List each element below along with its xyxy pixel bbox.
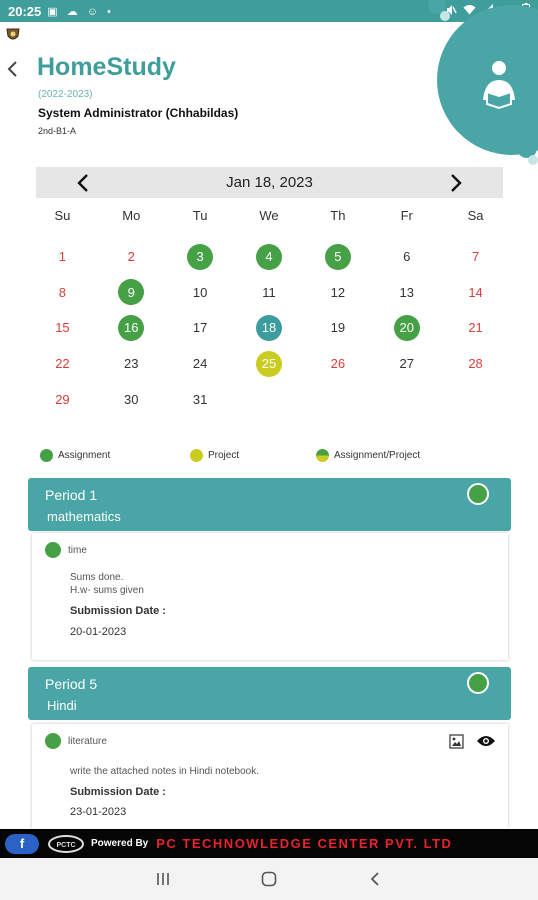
period-card-body bbox=[32, 533, 508, 660]
day-number: 19 bbox=[330, 320, 346, 336]
home-button[interactable] bbox=[257, 867, 281, 891]
recents-icon bbox=[155, 872, 171, 886]
status-indicator-icon bbox=[467, 483, 489, 505]
status-indicator-icon bbox=[467, 672, 489, 694]
day-number: 18 bbox=[256, 315, 282, 341]
period-name: Period 1 bbox=[45, 487, 98, 503]
day-number: 27 bbox=[399, 356, 414, 372]
calendar-day[interactable] bbox=[97, 346, 166, 382]
day-number: 17 bbox=[192, 320, 208, 336]
powered-by-label: Powered By bbox=[91, 838, 149, 849]
weekday-label: We bbox=[259, 208, 279, 223]
project-dot-icon bbox=[190, 449, 203, 462]
legend-project bbox=[190, 449, 239, 462]
academic-year: (2022-2023) bbox=[38, 89, 93, 100]
day-number bbox=[256, 386, 282, 412]
day-number: 7 bbox=[471, 249, 480, 265]
back-button[interactable] bbox=[6, 58, 24, 80]
calendar-day-empty bbox=[235, 381, 304, 417]
day-number: 20 bbox=[394, 315, 420, 341]
recent-apps-button[interactable] bbox=[151, 867, 175, 891]
submission-date: 20-01-2023 bbox=[70, 626, 127, 638]
day-number bbox=[463, 386, 489, 412]
attachment-actions bbox=[449, 734, 496, 754]
period-card-header[interactable] bbox=[28, 667, 511, 720]
company-name: PC TECHNOWLEDGE CENTER PVT. LTD bbox=[156, 836, 453, 851]
day-number: 1 bbox=[58, 249, 67, 265]
day-number: 21 bbox=[468, 320, 483, 336]
user-name: System Administrator (Chhabildas) bbox=[38, 106, 239, 120]
assignment-dot-icon bbox=[40, 449, 53, 462]
weekday-label: Mo bbox=[122, 208, 141, 223]
facebook-icon[interactable]: f bbox=[5, 834, 39, 854]
home-icon bbox=[261, 871, 277, 887]
legend-label: Assignment/Project bbox=[334, 450, 421, 461]
company-logo-icon bbox=[47, 834, 85, 854]
next-month-button[interactable] bbox=[441, 167, 471, 198]
weekday-label: Sa bbox=[467, 208, 484, 223]
calendar-day[interactable] bbox=[441, 275, 510, 311]
status-time: 20:25 bbox=[8, 3, 42, 19]
calendar-day[interactable] bbox=[441, 239, 510, 275]
chevron-left-icon bbox=[369, 871, 381, 887]
page-title: HomeStudy bbox=[37, 53, 176, 81]
day-number bbox=[394, 386, 420, 412]
day-number: 9 bbox=[118, 279, 144, 305]
calendar-day[interactable] bbox=[303, 275, 372, 311]
calendar-day-assignment[interactable] bbox=[372, 310, 441, 346]
system-back-button[interactable] bbox=[363, 867, 387, 891]
day-number: 22 bbox=[55, 356, 70, 372]
system-navigation-bar bbox=[0, 858, 538, 900]
calendar-day[interactable] bbox=[441, 310, 510, 346]
assignment-project-dot-icon bbox=[316, 449, 329, 462]
weekday-label: Fr bbox=[400, 208, 413, 223]
day-number: 23 bbox=[124, 356, 139, 372]
day-number: 13 bbox=[399, 284, 414, 300]
calendar-day-selected[interactable] bbox=[235, 310, 304, 346]
legend-label: Assignment bbox=[58, 450, 111, 461]
submission-date: 23-01-2023 bbox=[70, 806, 127, 818]
day-number: 29 bbox=[55, 391, 70, 407]
chevron-right-icon bbox=[449, 173, 463, 193]
day-number: 10 bbox=[192, 284, 208, 300]
calendar-day-assignment[interactable] bbox=[97, 275, 166, 311]
day-number: 2 bbox=[127, 249, 135, 265]
calendar-day-assignment[interactable] bbox=[97, 310, 166, 346]
legend-label: Project bbox=[208, 450, 240, 461]
legend-assignment bbox=[40, 449, 110, 462]
day-number: 31 bbox=[192, 391, 208, 407]
powered-by-banner bbox=[0, 829, 538, 858]
homework-tag bbox=[45, 542, 87, 558]
calendar-legend bbox=[40, 449, 510, 465]
homework-tag bbox=[45, 733, 107, 749]
calendar-day[interactable] bbox=[303, 346, 372, 382]
period-name: Period 5 bbox=[45, 676, 98, 692]
image-attachment-icon[interactable] bbox=[449, 734, 464, 754]
header-decoration bbox=[415, 0, 538, 165]
day-number: 28 bbox=[468, 356, 483, 372]
day-number: 4 bbox=[256, 244, 282, 270]
day-number: 6 bbox=[403, 249, 411, 265]
day-number: 5 bbox=[325, 244, 351, 270]
calendar-day[interactable] bbox=[97, 381, 166, 417]
period-subject: mathematics bbox=[47, 509, 121, 524]
calendar-header bbox=[36, 167, 503, 198]
day-number: 8 bbox=[58, 284, 67, 300]
day-number: 16 bbox=[118, 315, 144, 341]
chevron-left-icon bbox=[6, 58, 20, 80]
period-card-body bbox=[32, 724, 508, 829]
calendar-day-empty bbox=[372, 381, 441, 417]
calendar-day-empty bbox=[441, 381, 510, 417]
weekday-label: Su bbox=[54, 208, 71, 223]
calendar-day[interactable] bbox=[28, 381, 97, 417]
day-number: 11 bbox=[262, 284, 276, 300]
calendar-day-project[interactable] bbox=[235, 346, 304, 382]
class-section: 2nd-B1-A bbox=[38, 126, 77, 136]
day-number: 24 bbox=[192, 356, 208, 372]
submission-label: Submission Date : bbox=[70, 786, 166, 798]
period-subject: Hindi bbox=[47, 698, 77, 713]
assignment-dot-icon bbox=[45, 542, 61, 558]
calendar-day[interactable] bbox=[28, 275, 97, 311]
day-number: 25 bbox=[256, 351, 282, 377]
calendar-grid bbox=[28, 208, 510, 417]
homework-description: Sums done. H.w- sums given bbox=[70, 572, 144, 596]
calendar-day[interactable] bbox=[28, 310, 97, 346]
calendar-day[interactable] bbox=[372, 346, 441, 382]
calendar-day[interactable] bbox=[441, 346, 510, 382]
chevron-left-icon bbox=[76, 173, 90, 193]
calendar-day[interactable] bbox=[28, 346, 97, 382]
calendar-day[interactable] bbox=[166, 346, 235, 382]
tag-label: literature bbox=[68, 735, 107, 747]
calendar-date-label: Jan 18, 2023 bbox=[226, 174, 313, 191]
calendar-day-empty bbox=[303, 381, 372, 417]
calendar-day[interactable] bbox=[28, 239, 97, 275]
svg-text:PCTC: PCTC bbox=[56, 841, 76, 849]
calendar-day[interactable] bbox=[97, 239, 166, 275]
weekday-label: Tu bbox=[192, 208, 208, 223]
spacer bbox=[28, 226, 510, 239]
school-logo-icon bbox=[5, 27, 21, 43]
calendar-day[interactable] bbox=[303, 310, 372, 346]
period-card-header[interactable] bbox=[28, 478, 511, 531]
notification-icons: ▣ ☁ ☺ • bbox=[47, 5, 114, 18]
day-number bbox=[325, 386, 351, 412]
day-number: 15 bbox=[55, 320, 70, 336]
calendar-day-assignment[interactable] bbox=[235, 239, 304, 275]
day-number: 14 bbox=[468, 284, 483, 300]
assignment-dot-icon bbox=[45, 733, 61, 749]
calendar-day[interactable] bbox=[166, 381, 235, 417]
calendar-day-assignment[interactable] bbox=[303, 239, 372, 275]
calendar-day[interactable] bbox=[166, 310, 235, 346]
submission-label: Submission Date : bbox=[70, 605, 166, 617]
tag-label: time bbox=[68, 544, 87, 556]
previous-month-button[interactable] bbox=[68, 167, 98, 198]
calendar-day[interactable] bbox=[372, 239, 441, 275]
calendar-day-assignment[interactable] bbox=[166, 239, 235, 275]
day-number: 3 bbox=[187, 244, 213, 270]
calendar-day[interactable] bbox=[372, 275, 441, 311]
view-eye-icon[interactable] bbox=[476, 734, 496, 754]
homework-description: write the attached notes in Hindi notebook. bbox=[70, 766, 260, 777]
day-number: 26 bbox=[330, 356, 346, 372]
day-number: 12 bbox=[330, 284, 346, 300]
day-number: 30 bbox=[124, 391, 139, 407]
calendar-day[interactable] bbox=[235, 275, 304, 311]
weekday-label: Th bbox=[330, 208, 346, 223]
calendar-day[interactable] bbox=[166, 275, 235, 311]
legend-assignment-project bbox=[316, 449, 420, 462]
